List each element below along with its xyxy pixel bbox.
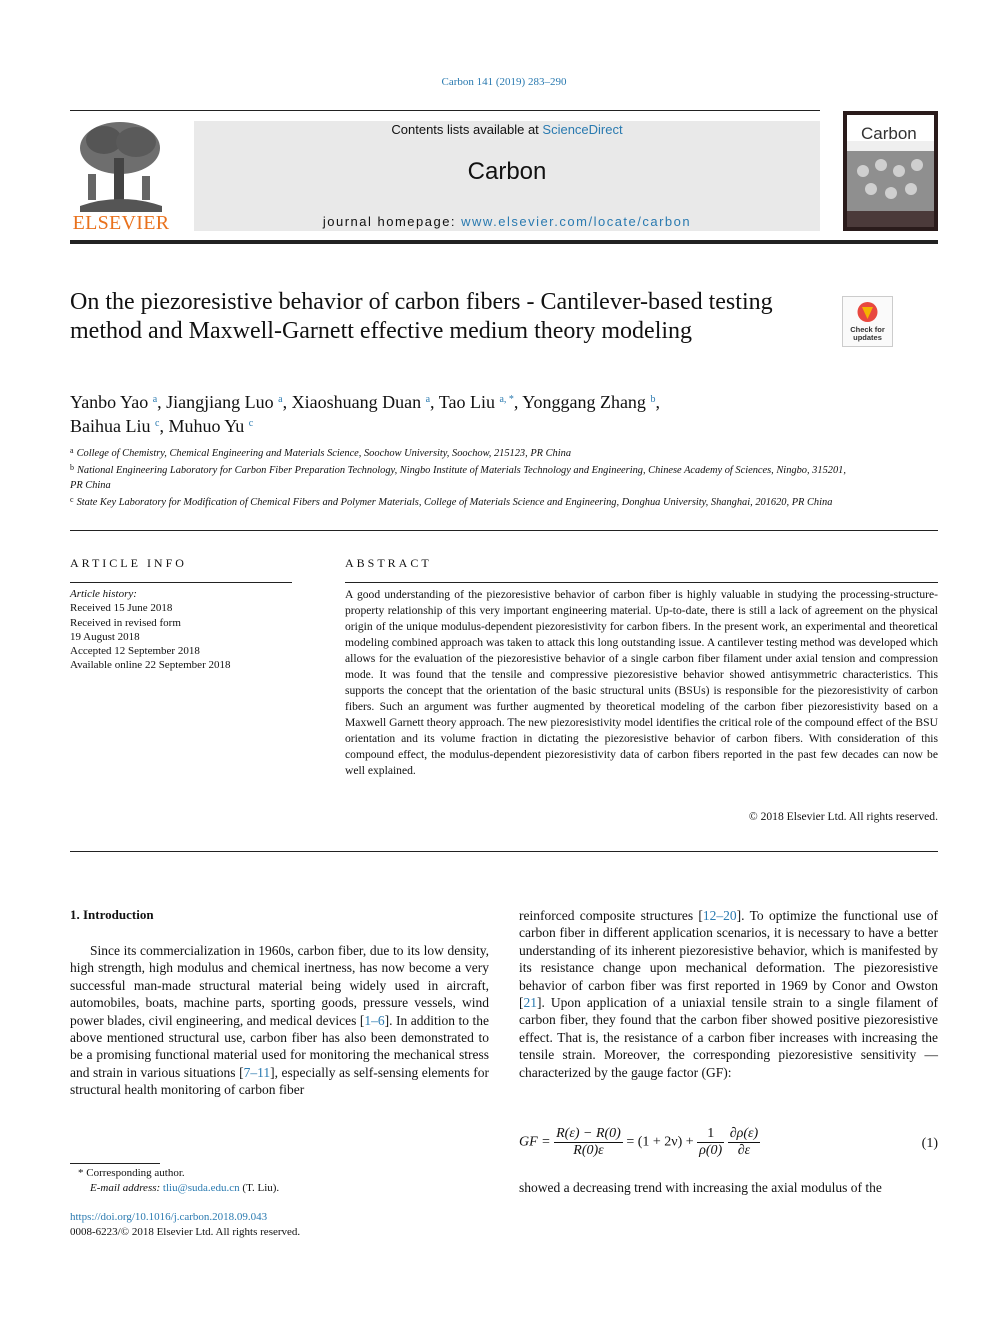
author-affiliation-mark[interactable]: c	[248, 418, 254, 429]
article-title: On the piezoresistive behavior of carbon fibers - Cantilever-based testing method and Maxwell-Garnett effective medium theory modeling	[70, 289, 773, 344]
abstract-heading: ABSTRACT	[345, 556, 432, 570]
eq-f3-den: ∂ε	[737, 1143, 751, 1158]
history-item: Received 15 June 2018	[70, 602, 173, 615]
section-rule-2	[70, 851, 938, 852]
intro-column-2	[519, 907, 938, 1081]
equation-body	[519, 1126, 760, 1159]
author-separator: ,	[159, 416, 169, 436]
eq-lhs: GF =	[519, 1134, 551, 1150]
homepage-link[interactable]: www.elsevier.com/locate/carbon	[461, 214, 692, 229]
author-name: Yonggang Zhang	[522, 392, 651, 412]
author-name: Xiaoshuang Duan	[291, 392, 426, 412]
paragraph-text: Since its commercialization in 1960s, carbon fiber, due to its low density, high strength, high modulus and chemical inertness, has now become a very successful man-made structural material being widely used in aircraft, automobiles, boats, machine parts, sporting goods, pressure vessels, wind power blades, civil engineering, and medical devices [	[70, 943, 489, 1028]
contents-prefix: Contents lists available at	[391, 122, 543, 137]
intro-column-1	[70, 942, 489, 1099]
equation-number: (1)	[921, 1136, 938, 1151]
article-info-rule	[70, 582, 292, 583]
author-name: Muhuo Yu	[168, 416, 249, 436]
history-item: Available online 22 September 2018	[70, 659, 231, 672]
elsevier-wordmark: ELSEVIER	[72, 212, 170, 234]
paragraph-text: ]. To optimize the functional use of carbon fiber in different application scenarios, it is necessary to have a better understanding of its inherent piezoresistive behavior, which is manifested by its resistance change upon mechanical deformation. The piezoresistive behavior of carbon fiber was first reported in 1969 by Conor and Owston [	[519, 908, 939, 1011]
author-affiliation-mark[interactable]: a	[152, 394, 158, 405]
history-label: Article history:	[70, 588, 137, 600]
reference-link[interactable]: 7–11	[243, 1064, 271, 1080]
abstract-rule	[345, 582, 938, 583]
article-info-heading: ARTICLE INFO	[70, 556, 187, 570]
history-item: 19 August 2018	[70, 630, 140, 643]
paragraph-text: ]. In addition to the above mentioned structural use, carbon fiber has also been demonstrated to be a promising functional material used for monitoring the mechanical stress and strain in various situations [	[70, 1012, 489, 1080]
homepage-line	[194, 214, 820, 229]
history-list	[70, 601, 310, 672]
journal-cover-thumbnail[interactable]	[843, 111, 938, 231]
equation-1	[519, 1126, 938, 1166]
paragraph-text: ]. Upon application of a uniaxial tensile strain to a single filament of carbon fiber, they found that the carbon fiber showed positive piezoresistive effect. That is, the resistance of a carbon fiber increases with increasing the tensile strain. Moreover, the corresponding piezoresistive sensitivity — characterized by the gauge factor (GF):	[519, 995, 938, 1080]
article-history	[70, 587, 310, 673]
history-item: Accepted 12 September 2018	[70, 645, 200, 658]
paragraph-text: reinforced composite structures [	[519, 908, 703, 923]
corresponding-author-footnote	[70, 1166, 490, 1196]
eq-fraction-1	[554, 1126, 623, 1159]
introduction-heading: 1. Introduction	[70, 907, 154, 922]
header-rule	[70, 110, 820, 111]
author-name: Tao Liu	[438, 392, 500, 412]
footnote-rule	[70, 1163, 160, 1164]
affiliation-item	[70, 461, 850, 493]
abstract-text: A good understanding of the piezoresistive behavior of carbon fiber is highly valuable in studying the processing-structure-property relationship of this very important engineering material. Up-to-date, there is still a lack of agreement on the physical origin of the unique modulus-dependent piezoresistivity for carbon fibers. In the present work, an experimental and theoretical modeling combined approach was taken to attack this long outstanding issue. A cantilever testing method was developed which allows for the evaluation of the piezoresistive behavior of a single carbon fiber filament under axial tension and compression mode. It was found that the tensile and compressive piezoresistive behavior showed antisymmetric characteristics. This supports the concept that the orientation of the basic structural units (BSUs) is responsible for the piezoresistivity of carbon fibers. Such an argument was further augmented by theoretical modeling of the carbon fiber piezoresistivity based on a Maxwell Garnett theory approach. The new piezoresistivity model identifies the critical role of the compound effect of the BSU orientation and its volume fraction in dictating the piezoresistive behavior of carbon fibers. With consideration of this compound effect, the modulus-dependent piezoresistivity data of carbon fibers reported in the past few decades can now be well explained.	[345, 588, 938, 777]
author-affiliation-mark[interactable]: a, *	[499, 394, 514, 405]
affiliation-item	[70, 444, 850, 461]
author-separator: ,	[157, 392, 167, 412]
issn-copyright: 0008-6223/© 2018 Elsevier Ltd. All rights reserved.	[70, 1226, 301, 1238]
affiliation-list	[70, 444, 850, 510]
eq-f1-num: R(ε) − R(0)	[556, 1126, 621, 1141]
affiliation-mark: c	[70, 494, 74, 504]
author-affiliation-mark[interactable]: b	[650, 394, 656, 405]
footnote-star: *	[78, 1167, 84, 1179]
author-name: Yanbo Yao	[70, 392, 153, 412]
footnote-email-label: E-mail address:	[90, 1182, 161, 1194]
footnote-corresponding: Corresponding author.	[86, 1167, 185, 1179]
eq-f1-den: R(0)ε	[573, 1143, 604, 1158]
header-thick-rule	[70, 240, 938, 244]
section-rule	[70, 530, 938, 531]
affiliation-text: College of Chemistry, Chemical Engineering and Materials Science, Soochow University, Soochow, 215123, PR China	[76, 448, 572, 459]
crossmark-line2: updates	[853, 333, 882, 342]
author-separator: ,	[655, 392, 660, 412]
reference-link[interactable]: 1–6	[364, 1012, 385, 1028]
footnote-email-suffix: (T. Liu).	[239, 1182, 280, 1194]
journal-name: Carbon	[467, 158, 547, 185]
eq-fraction-2	[697, 1126, 724, 1159]
author-email-link[interactable]: tliu@suda.edu.cn	[162, 1182, 240, 1194]
eq-f3-num: ∂ρ(ε)	[729, 1126, 759, 1141]
author-name: Baihua Liu	[70, 416, 155, 436]
author-affiliation-mark[interactable]: a	[425, 394, 431, 405]
sciencedirect-link[interactable]: ScienceDirect	[542, 122, 623, 137]
check-for-updates-badge[interactable]	[842, 296, 893, 347]
eq-f2-num: 1	[697, 1126, 724, 1143]
reference-link[interactable]: 12–20	[702, 908, 737, 923]
reference-link[interactable]: 21	[523, 995, 537, 1011]
doi-link[interactable]: https://doi.org/10.1016/j.carbon.2018.09.043	[70, 1211, 268, 1223]
affiliation-mark: a	[70, 446, 74, 455]
intro-column-2-continued: showed a decreasing trend with increasing the axial modulus of the	[519, 1180, 882, 1195]
crossmark-line1: Check for	[850, 325, 885, 334]
author-separator: ,	[513, 392, 523, 412]
cover-title: Carbon	[861, 124, 917, 143]
abstract-copyright: © 2018 Elsevier Ltd. All rights reserved.	[748, 810, 938, 823]
author-list	[70, 390, 830, 438]
eq-f2-den: ρ(0)	[699, 1143, 723, 1158]
journal-citation[interactable]: Carbon 141 (2019) 283–290	[441, 76, 567, 88]
paragraph-text: ], especially as self-sensing elements for structural health monitoring of carbon fiber	[70, 1064, 489, 1098]
author-name: Jiangjiang Luo	[166, 392, 279, 412]
affiliation-text: National Engineering Laboratory for Carbon Fiber Preparation Technology, Ningbo Institute of Materials Technology and Engineering, Chinese Academy of Sciences, Ningbo, 315201, PR China	[70, 465, 846, 491]
eq-fraction-3	[728, 1126, 760, 1159]
author-affiliation-mark[interactable]: c	[154, 418, 160, 429]
history-item: Received in revised form	[70, 616, 181, 629]
affiliation-item	[70, 493, 850, 510]
author-affiliation-mark[interactable]: a	[278, 394, 283, 405]
author-separator: ,	[282, 392, 292, 412]
affiliation-mark: b	[70, 463, 74, 473]
eq-mid: = (1 + 2ν) +	[626, 1134, 694, 1150]
contents-line	[194, 122, 820, 137]
homepage-prefix: journal homepage:	[322, 214, 462, 229]
affiliation-text: State Key Laboratory for Modification of Chemical Fibers and Polymer Materials, College of Materials Science and Engineering, Donghua University, Shanghai, 201620, PR China	[76, 496, 833, 508]
author-separator: ,	[430, 392, 439, 412]
